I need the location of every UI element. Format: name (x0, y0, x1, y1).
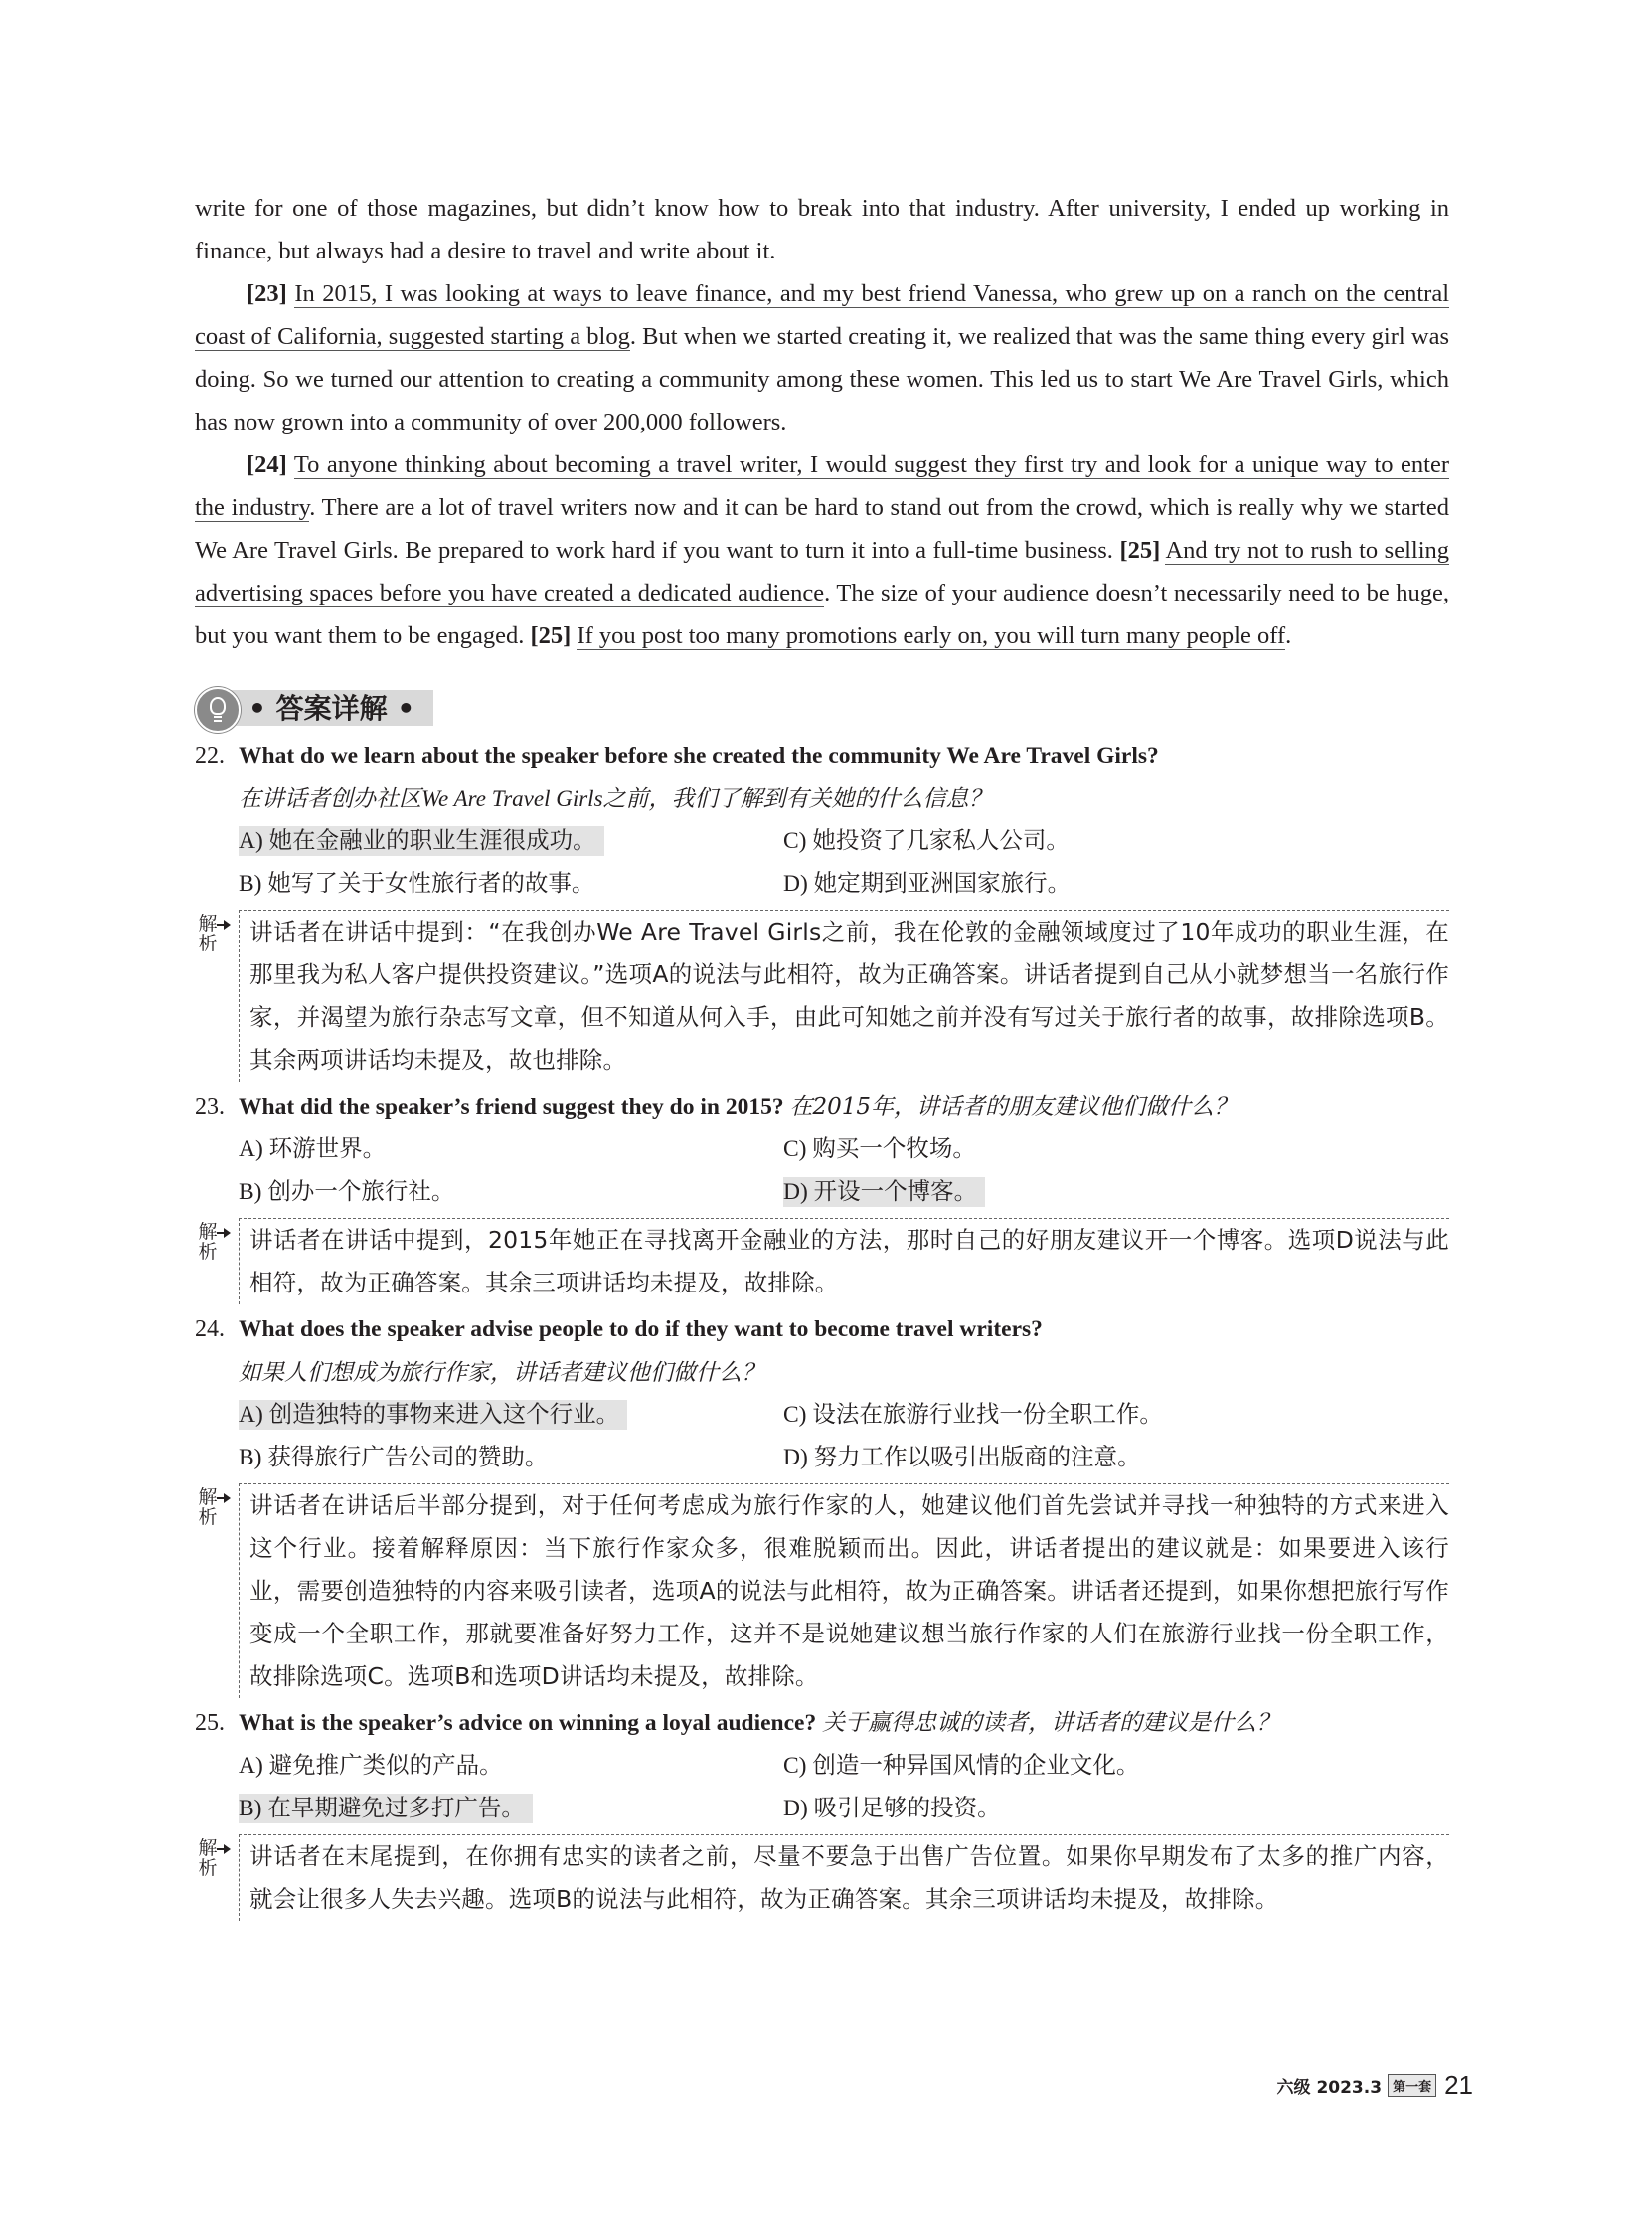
options (195, 1128, 1449, 1214)
option-c: C) 创造一种异国风情的企业文化。 (783, 1753, 1140, 1779)
analysis-text: 讲话者在讲话后半部分提到，对于任何考虑成为旅行作家的人，她建议他们首先尝试并寻找一种独特的方式来进入这个行业。接着解释原因：当下旅行作家众多，很难脱颖而出。因此，讲话者提出的建议就是：如果要进入该行业，需要创造独特的内容来吸引读者，选项A的说法与此相符，故为正确答案。讲话者还提到，如果你想把旅行写作变成一个全职工作，那就要准备好努力工作，这并不是说她建议想当旅行作家的人们在旅游行业找一份全职工作，故排除选项C。选项B和选项D讲话均未提及，故排除。 (239, 1483, 1449, 1698)
analysis (195, 1834, 1449, 1921)
option-c: C) 设法在旅游行业找一份全职工作。 (783, 1402, 1163, 1428)
analysis-label: 解析 (193, 1487, 223, 1527)
section-title: • 答案详解 • (248, 692, 415, 725)
ref-24: [24] (247, 451, 287, 478)
arrow-right-icon (217, 1232, 229, 1234)
ref-25: [25] (530, 622, 572, 649)
correct-answer: B) 在早期避免过多打广告。 (239, 1794, 533, 1823)
option-c: C) 购买一个牧场。 (783, 1136, 976, 1162)
question-translation: 关于赢得忠诚的读者，讲话者的建议是什么？ (822, 1710, 1280, 1736)
question-24: 24. What does the speaker advise people to do if they want to become travel writers? 如果人们想成为旅行作家，讲话者建议他们做什么？ A) 创造独特的事物来进入这个行业。 C) 设法在旅游行业找一份全职工作。 B) 获得旅行广告公司的赞助。 D) 努力工作以吸引出版商的注意。 解析 讲话者在讲话后半部分提到，对于任何考虑成为旅行作家的人，她建议他们首先尝试并寻找一种独特的方式来进入这个行业。接着解释原因：当下旅行作家众多，很难脱颖而出。因此，讲话者提出的建议就是：如果要进入该行业，需要创造独特的内容来吸引读者，选项A的说法与此相符，故为正确答案。讲话者还提到，如果你想把旅行写作变成一个全职工作，那就要准备好努力工作，这并不是说她建议想当旅行作家的人们在旅游行业找一份全职工作，故排除选项C。选项B和选项D讲话均未提及，故排除。 (195, 1308, 1449, 1698)
question-translation: 在2015年，讲话者的朋友建议他们做什么？ (789, 1094, 1237, 1120)
options (195, 820, 1449, 906)
option-d: D) 努力工作以吸引出版商的注意。 (783, 1445, 1141, 1470)
option-a: A) 避免推广类似的产品。 (239, 1753, 503, 1779)
option-d: D) 她定期到亚洲国家旅行。 (783, 871, 1072, 897)
options (195, 1745, 1449, 1830)
option-c: C) 她投资了几家私人公司。 (783, 828, 1070, 854)
question-23: 23. What did the speaker’s friend suggest they do in 2015? 在2015年，讲话者的朋友建议他们做什么？ A) 环游世界。 C) 购买一个牧场。 B) 创办一个旅行社。 D) 开设一个博客。 解析 讲话者在讲话中提到，2015年她正在寻找离开金融业的方法，那时自己的好朋友建议开一个博客。选项D说法与此相符，故为正确答案。其余三项讲话均未提及，故排除。 (195, 1086, 1449, 1304)
options (195, 1394, 1449, 1479)
analysis (195, 910, 1449, 1082)
question-translation: 在讲话者创办社区We Are Travel Girls之前，我们了解到有关她的什么信息？ (239, 786, 992, 811)
option-b: B) 获得旅行广告公司的赞助。 (239, 1445, 549, 1470)
analysis-label: 解析 (193, 1838, 223, 1878)
analysis-label: 解析 (193, 914, 223, 953)
exam-label: 六级 2023.3 (1276, 2078, 1383, 2098)
passage-paragraph-1: write for one of those magazines, but didn’t know how to break into that industry. After university, I ended up working in finance, but always had a desire to travel and write about it. (195, 195, 1449, 264)
passage-paragraph-3: [24] To anyone thinking about becoming a travel writer, I would suggest they first try and look for a unique way to enter the industry. There are a lot of travel writers now and it can be hard to stand out from the crowd, which is really why we started We Are Travel Girls. Be prepared to work hard if you want to turn it into a full-time business. [25] And try not to rush to selling advertising spaces before you have created a dedicated audience. The size of your audience doesn’t necessarily need to be huge, but you want them to be engaged. [25] If you post too many promotions early on, you will turn many people off. (195, 451, 1450, 649)
section-header (195, 687, 1449, 731)
correct-answer: D) 开设一个博客。 (783, 1177, 985, 1207)
arrow-right-icon (217, 924, 229, 926)
question-text: What did the speaker’s friend suggest they do in 2015? (239, 1094, 784, 1120)
analysis-text: 讲话者在讲话中提到，2015年她正在寻找离开金融业的方法，那时自己的好朋友建议开一个博客。选项D说法与此相符，故为正确答案。其余三项讲话均未提及，故排除。 (239, 1218, 1449, 1304)
option-d (783, 1171, 1479, 1214)
page-number: 21 (1444, 2070, 1473, 2100)
analysis (195, 1483, 1449, 1698)
question-translation: 如果人们想成为旅行作家，讲话者建议他们做什么？ (239, 1360, 764, 1385)
option-a (239, 1394, 783, 1437)
option-a: A) 环游世界。 (239, 1136, 387, 1162)
passage-paragraph-2: [23] In 2015, I was looking at ways to leave finance, and my best friend Vanessa, who grew up on a ranch on the central coast of California, suggested starting a blog. But when we started creating it, we realized that was the same thing every girl was doing. So we turned our attention to creating a community among these women. This led us to start We Are Travel Girls, which has now grown into a community of over 200,000 followers. (195, 280, 1450, 435)
ref-25: [25] (1119, 537, 1161, 564)
set-badge: 第一套 (1388, 2074, 1436, 2097)
arrow-right-icon (217, 1497, 229, 1499)
question-text: What is the speaker’s advice on winning a loyal audience? (239, 1710, 817, 1736)
analysis-text: 讲话者在末尾提到，在你拥有忠实的读者之前，尽量不要急于出售广告位置。如果你早期发布了太多的推广内容，就会让很多人失去兴趣。选项B的说法与此相符，故为正确答案。其余三项讲话均未提及，故排除。 (239, 1834, 1449, 1921)
analysis (195, 1218, 1449, 1304)
option-b: B) 创办一个旅行社。 (239, 1179, 455, 1205)
option-d: D) 吸引足够的投资。 (783, 1796, 1001, 1821)
question-text: What do we learn about the speaker before she created the community We Are Travel Girls? (239, 743, 1159, 769)
option-b: B) 她写了关于女性旅行者的故事。 (239, 871, 595, 897)
question-text: What does the speaker advise people to do if they want to become travel writers? (239, 1316, 1043, 1342)
analysis-label: 解析 (193, 1222, 223, 1262)
analysis-text: 讲话者在讲话中提到：“在我创办We Are Travel Girls之前，我在伦敦的金融领域度过了10年成功的职业生涯，在那里我为私人客户提供投资建议。”选项A的说法与此相符，故为正确答案。讲话者提到自己从小就梦想当一名旅行作家，并渴望为旅行杂志写文章，但不知道从何入手，由此可知她之前并没有写过关于旅行者的故事，故排除选项B。其余两项讲话均未提及，故也排除。 (239, 910, 1449, 1082)
question-22: 22. What do we learn about the speaker before she created the community We Are Travel Girls? 在讲话者创办社区We Are Travel Girls之前，我们了解到有关她的什么信息？ A) 她在金融业的职业生涯很成功。 C) 她投资了几家私人公司。 B) 她写了关于女性旅行者的故事。 D) 她定期到亚洲国家旅行。 解析 讲话者在讲话中提到：“在我创办We Are Travel Girls之前，我在伦敦的金融领域度过了10年成功的职业生涯，在那里我为私人客户提供投资建议。”选项A的说法与此相符，故为正确答案。讲话者提到自己从小就梦想当一名旅行作家，并渴望为旅行杂志写文章，但不知道从何入手，由此可知她之前并没有写过关于旅行者的故事，故排除选项B。其余两项讲话均未提及，故也排除。 (195, 735, 1449, 1082)
option-a (239, 820, 783, 863)
lightbulb-icon (195, 687, 241, 733)
underlined-key-sentence: And try not to rush to selling advertising spaces before you have created a dedicated audience (195, 537, 1450, 606)
underlined-key-sentence: In 2015, I was looking at ways to leave finance, and my best friend Vanessa, who grew up on a ranch on the central coast of California, suggested starting a blog (195, 280, 1450, 350)
option-b (239, 1788, 783, 1830)
arrow-right-icon (217, 1848, 229, 1850)
page-content (195, 187, 1449, 1921)
underlined-key-sentence: To anyone thinking about becoming a travel writer, I would suggest they first try and look for a unique way to enter the industry (195, 451, 1449, 521)
ref-23: [23] (247, 280, 287, 307)
page-footer (1277, 2070, 1473, 2101)
correct-answer: A) 她在金融业的职业生涯很成功。 (239, 826, 604, 856)
correct-answer: A) 创造独特的事物来进入这个行业。 (239, 1400, 627, 1430)
underlined-key-sentence: If you post too many promotions early on, you will turn many people off (577, 622, 1286, 649)
question-25: 25. What is the speaker’s advice on winning a loyal audience? 关于赢得忠诚的读者，讲话者的建议是什么？ A) 避免推广类似的产品。 C) 创造一种异国风情的企业文化。 B) 在早期避免过多打广告。 D) 吸引足够的投资。 解析 讲话者在末尾提到，在你拥有忠实的读者之前，尽量不要急于出售广告位置。如果你早期发布了太多的推广内容，就会让很多人失去兴趣。选项B的说法与此相符，故为正确答案。其余三项讲话均未提及，故排除。 (195, 1702, 1449, 1921)
